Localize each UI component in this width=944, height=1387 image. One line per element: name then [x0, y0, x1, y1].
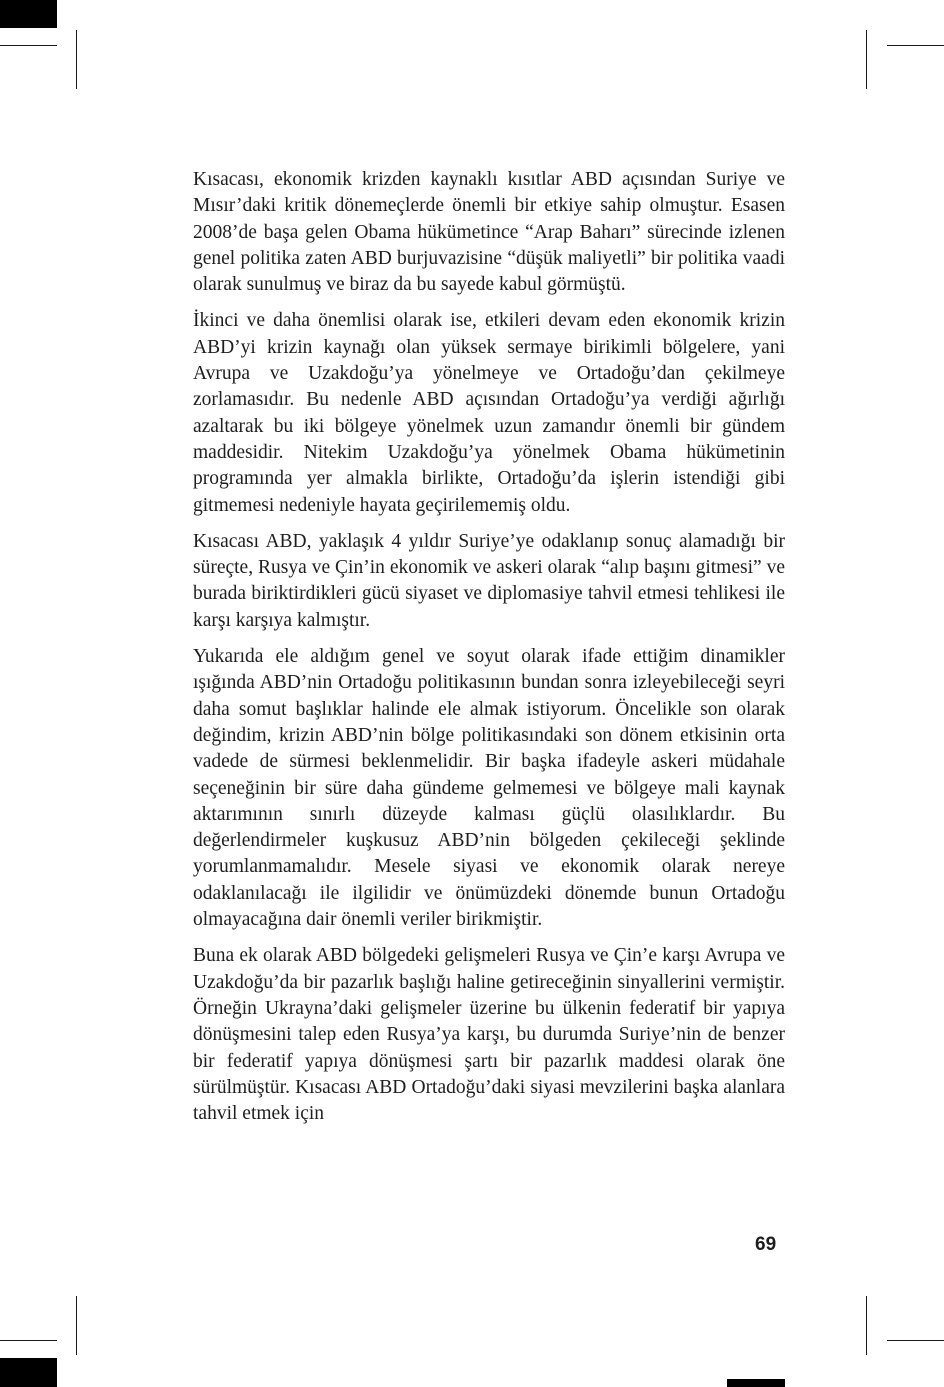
registration-block-top-left: [0, 0, 57, 28]
crop-mark-horizontal-top-right: [887, 45, 944, 46]
page-text-block: [193, 167, 785, 1137]
crop-mark-horizontal-top-left: [0, 45, 57, 46]
body-paragraph: Buna ek olarak ABD bölgedeki gelişmeleri Rusya ve Çin’e karşı Avrupa ve Uzakdoğu’da bir pazarlık başlığı haline getireceğinin sinyallerini vermiştir. Örneğin Ukrayna’daki gelişmeler üzerine bu ülkenin federatif bir yapıya dönüşmesini talep eden Rusya’ya karşı, bu durumda Suriye’nin de benzer bir federatif yapıya dönüşmesi şartı bir pazarlık maddesi olarak öne sürülmüştür. Kısacası ABD Ortadoğu’daki siyasi mevzilerini başka alanlara tahvil etmek için: [193, 945, 785, 1125]
page-number: 69: [755, 1234, 777, 1255]
crop-mark-vertical-top-right: [866, 30, 867, 89]
body-paragraph: Kısacası ABD, yaklaşık 4 yıldır Suriye’ye odaklanıp sonuç alamadığı bir süreçte, Rusya ve Çin’in ekonomik ve askeri olarak “alıp başını gitmesi” ve burada biriktirdikleri gücü siyaset ve diplomasiye tahvil etmesi tehlikesi ile karşı karşıya kalmıştır.: [193, 530, 785, 631]
body-paragraph: Yukarıda ele aldığım genel ve soyut olarak ifade ettiğim dinamikler ışığında ABD’nin Ortadoğu politikasının bundan sonra izleyebileceği seyri daha somut başlıklar halinde ele almak istiyorum. Öncelikle son olarak değindim, krizin ABD’nin bölge politikasındaki son dönem etkisinin orta vadede de sürmesi beklenmelidir. Bir başka ifadeyle askeri müdahale seçeneğinin bir süre daha gündeme gelmemesi ve bölgeye mali kaynak aktarımının sınırlı düzeyde kalması güçlü olasılıklardır. Bu değerlendirmeler kuşkusuz ABD’nin bölgeden çekileceği şeklinde yorumlanmamalıdır. Mesele siyasi ve ekonomik olarak nereye odaklanılacağı ile ilgilidir ve önümüzdeki dönemde bunun Ortadoğu olmayacağına dair önemli veriler birikmiştir.: [193, 646, 785, 931]
crop-mark-horizontal-bottom-left: [0, 1340, 57, 1341]
registration-block-bottom-left: [0, 1358, 57, 1387]
crop-mark-vertical-bottom-right: [866, 1296, 867, 1355]
crop-mark-vertical-top-left: [76, 30, 77, 89]
body-paragraph: Kısacası, ekonomik krizden kaynaklı kısıtlar ABD açısından Suriye ve Mısır’daki kritik dönemeçlerde önemli bir etkiye sahip olmuştur. Esasen 2008’de başa gelen Obama hükümetince “Arap Baharı” sürecinde izlenen genel politika zaten ABD burjuvazisine “düşük maliyetli” bir politika vaadi olarak sunulmuş ve biraz da bu sayede kabul görmüştü.: [193, 169, 785, 296]
crop-mark-vertical-bottom-left: [76, 1296, 77, 1355]
body-paragraph: İkinci ve daha önemlisi olarak ise, etkileri devam eden ekonomik krizin ABD’yi krizin kaynağı olan yüksek sermaye birikimli bölgelere, yani Avrupa ve Uzakdoğu’ya yönelmeye ve Ortadoğu’dan çekilmeye zorlamasıdır. Bu nedenle ABD açısından Ortadoğu’ya verdiği ağırlığı azaltarak bu iki bölgeye yönelmek uzun zamandır önemli bir gündem maddesidir. Nitekim Uzakdoğu’ya yönelmek Obama hükümetinin programında yer almakla birlikte, Ortadoğu’da işlerin istendiği gibi gitmemesi nedeniyle hayata geçirilememiş oldu.: [193, 310, 785, 516]
registration-block-bottom-right: [727, 1379, 785, 1387]
crop-mark-horizontal-bottom-right: [887, 1340, 944, 1341]
